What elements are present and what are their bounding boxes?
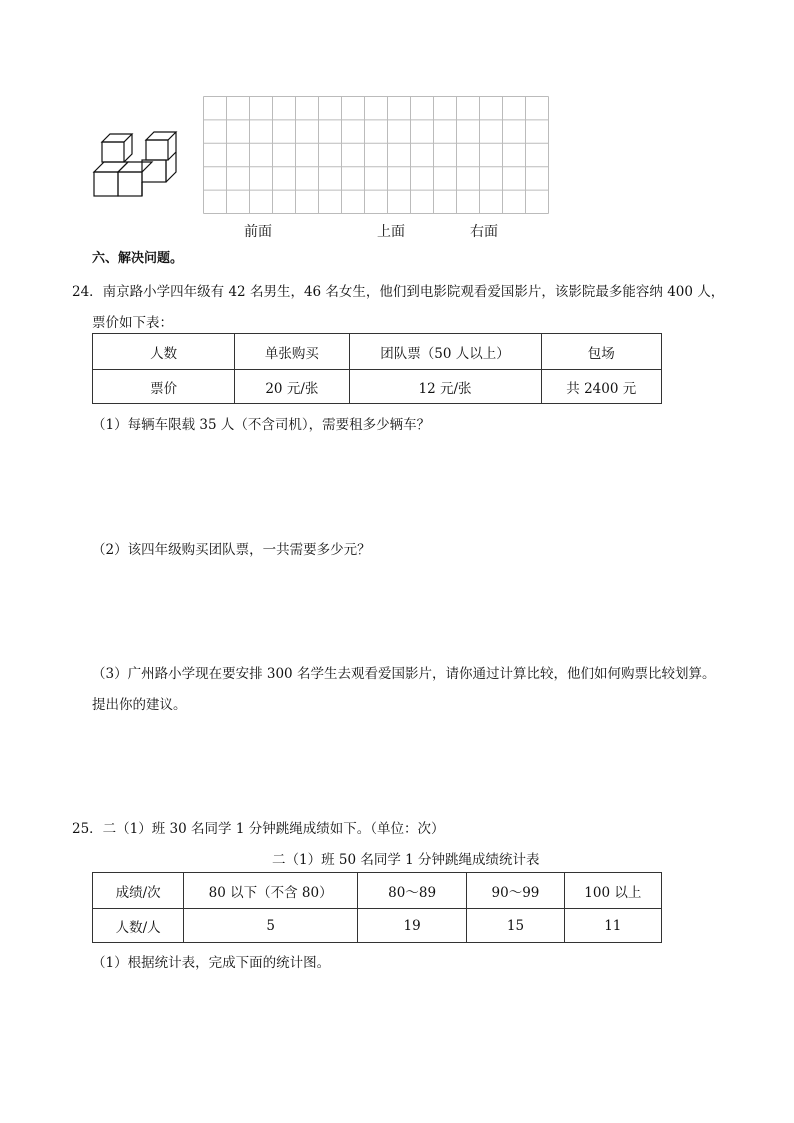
cube-stack-figure <box>92 130 182 200</box>
table-cell: 成绩/次 <box>93 873 184 909</box>
table-cell: 80 以下（不含 80） <box>184 873 358 909</box>
label-top-view: 上面 <box>377 224 405 240</box>
table-cell: 90～99 <box>467 873 564 909</box>
table-cell: 19 <box>357 909 466 943</box>
table-cell: 15 <box>467 909 564 943</box>
table-row <box>93 873 662 909</box>
table-cell: 人数/人 <box>93 909 184 943</box>
table-cell: 票价 <box>93 370 235 404</box>
table-cell: 11 <box>564 909 661 943</box>
q25-text-line1: 25．二（1）班 30 名同学 1 分钟跳绳成绩如下。（单位：次） <box>72 821 445 837</box>
table-row <box>93 909 662 943</box>
q24-text-line2: 票价如下表： <box>92 315 173 331</box>
table-cell: 12 元/张 <box>349 370 541 404</box>
table-cell: 团队票（50 人以上） <box>349 334 541 370</box>
table-cell: 单张购买 <box>235 334 349 370</box>
q24-subquestion-2: （2）该四年级购买团队票，一共需要多少元？ <box>92 542 371 558</box>
jump-rope-score-table <box>92 872 662 943</box>
label-front-view: 前面 <box>244 224 272 240</box>
table-row <box>93 370 662 404</box>
table-cell: 20 元/张 <box>235 370 349 404</box>
table-cell: 5 <box>184 909 358 943</box>
q24-text-line1: 24．南京路小学四年级有 42 名男生，46 名女生，他们到电影院观看爱国影片，该影院最多能容纳 400 人， <box>72 284 725 300</box>
q24-subquestion-1: （1）每辆车限载 35 人（不含司机），需要租多少辆车？ <box>92 417 431 433</box>
q25-table-title: 二（1）班 50 名同学 1 分钟跳绳成绩统计表 <box>272 852 540 868</box>
table-cell: 80～89 <box>357 873 466 909</box>
table-cell: 共 2400 元 <box>541 370 661 404</box>
q24-subquestion-3-line1: （3）广州路小学现在要安排 300 名学生去观看爱国影片，请你通过计算比较，他们如何购票比较划算。 <box>92 666 716 682</box>
table-row <box>93 334 662 370</box>
section-heading: 六、解决问题。 <box>92 251 184 266</box>
table-cell: 包场 <box>541 334 661 370</box>
label-right-view: 右面 <box>470 224 498 240</box>
table-cell: 人数 <box>93 334 235 370</box>
q25-subquestion-1: （1）根据统计表，完成下面的统计图。 <box>92 955 331 971</box>
drawing-grid <box>203 96 553 216</box>
ticket-price-table <box>92 333 662 404</box>
table-cell: 100 以上 <box>564 873 661 909</box>
q24-subquestion-3-line2: 提出你的建议。 <box>92 697 187 713</box>
